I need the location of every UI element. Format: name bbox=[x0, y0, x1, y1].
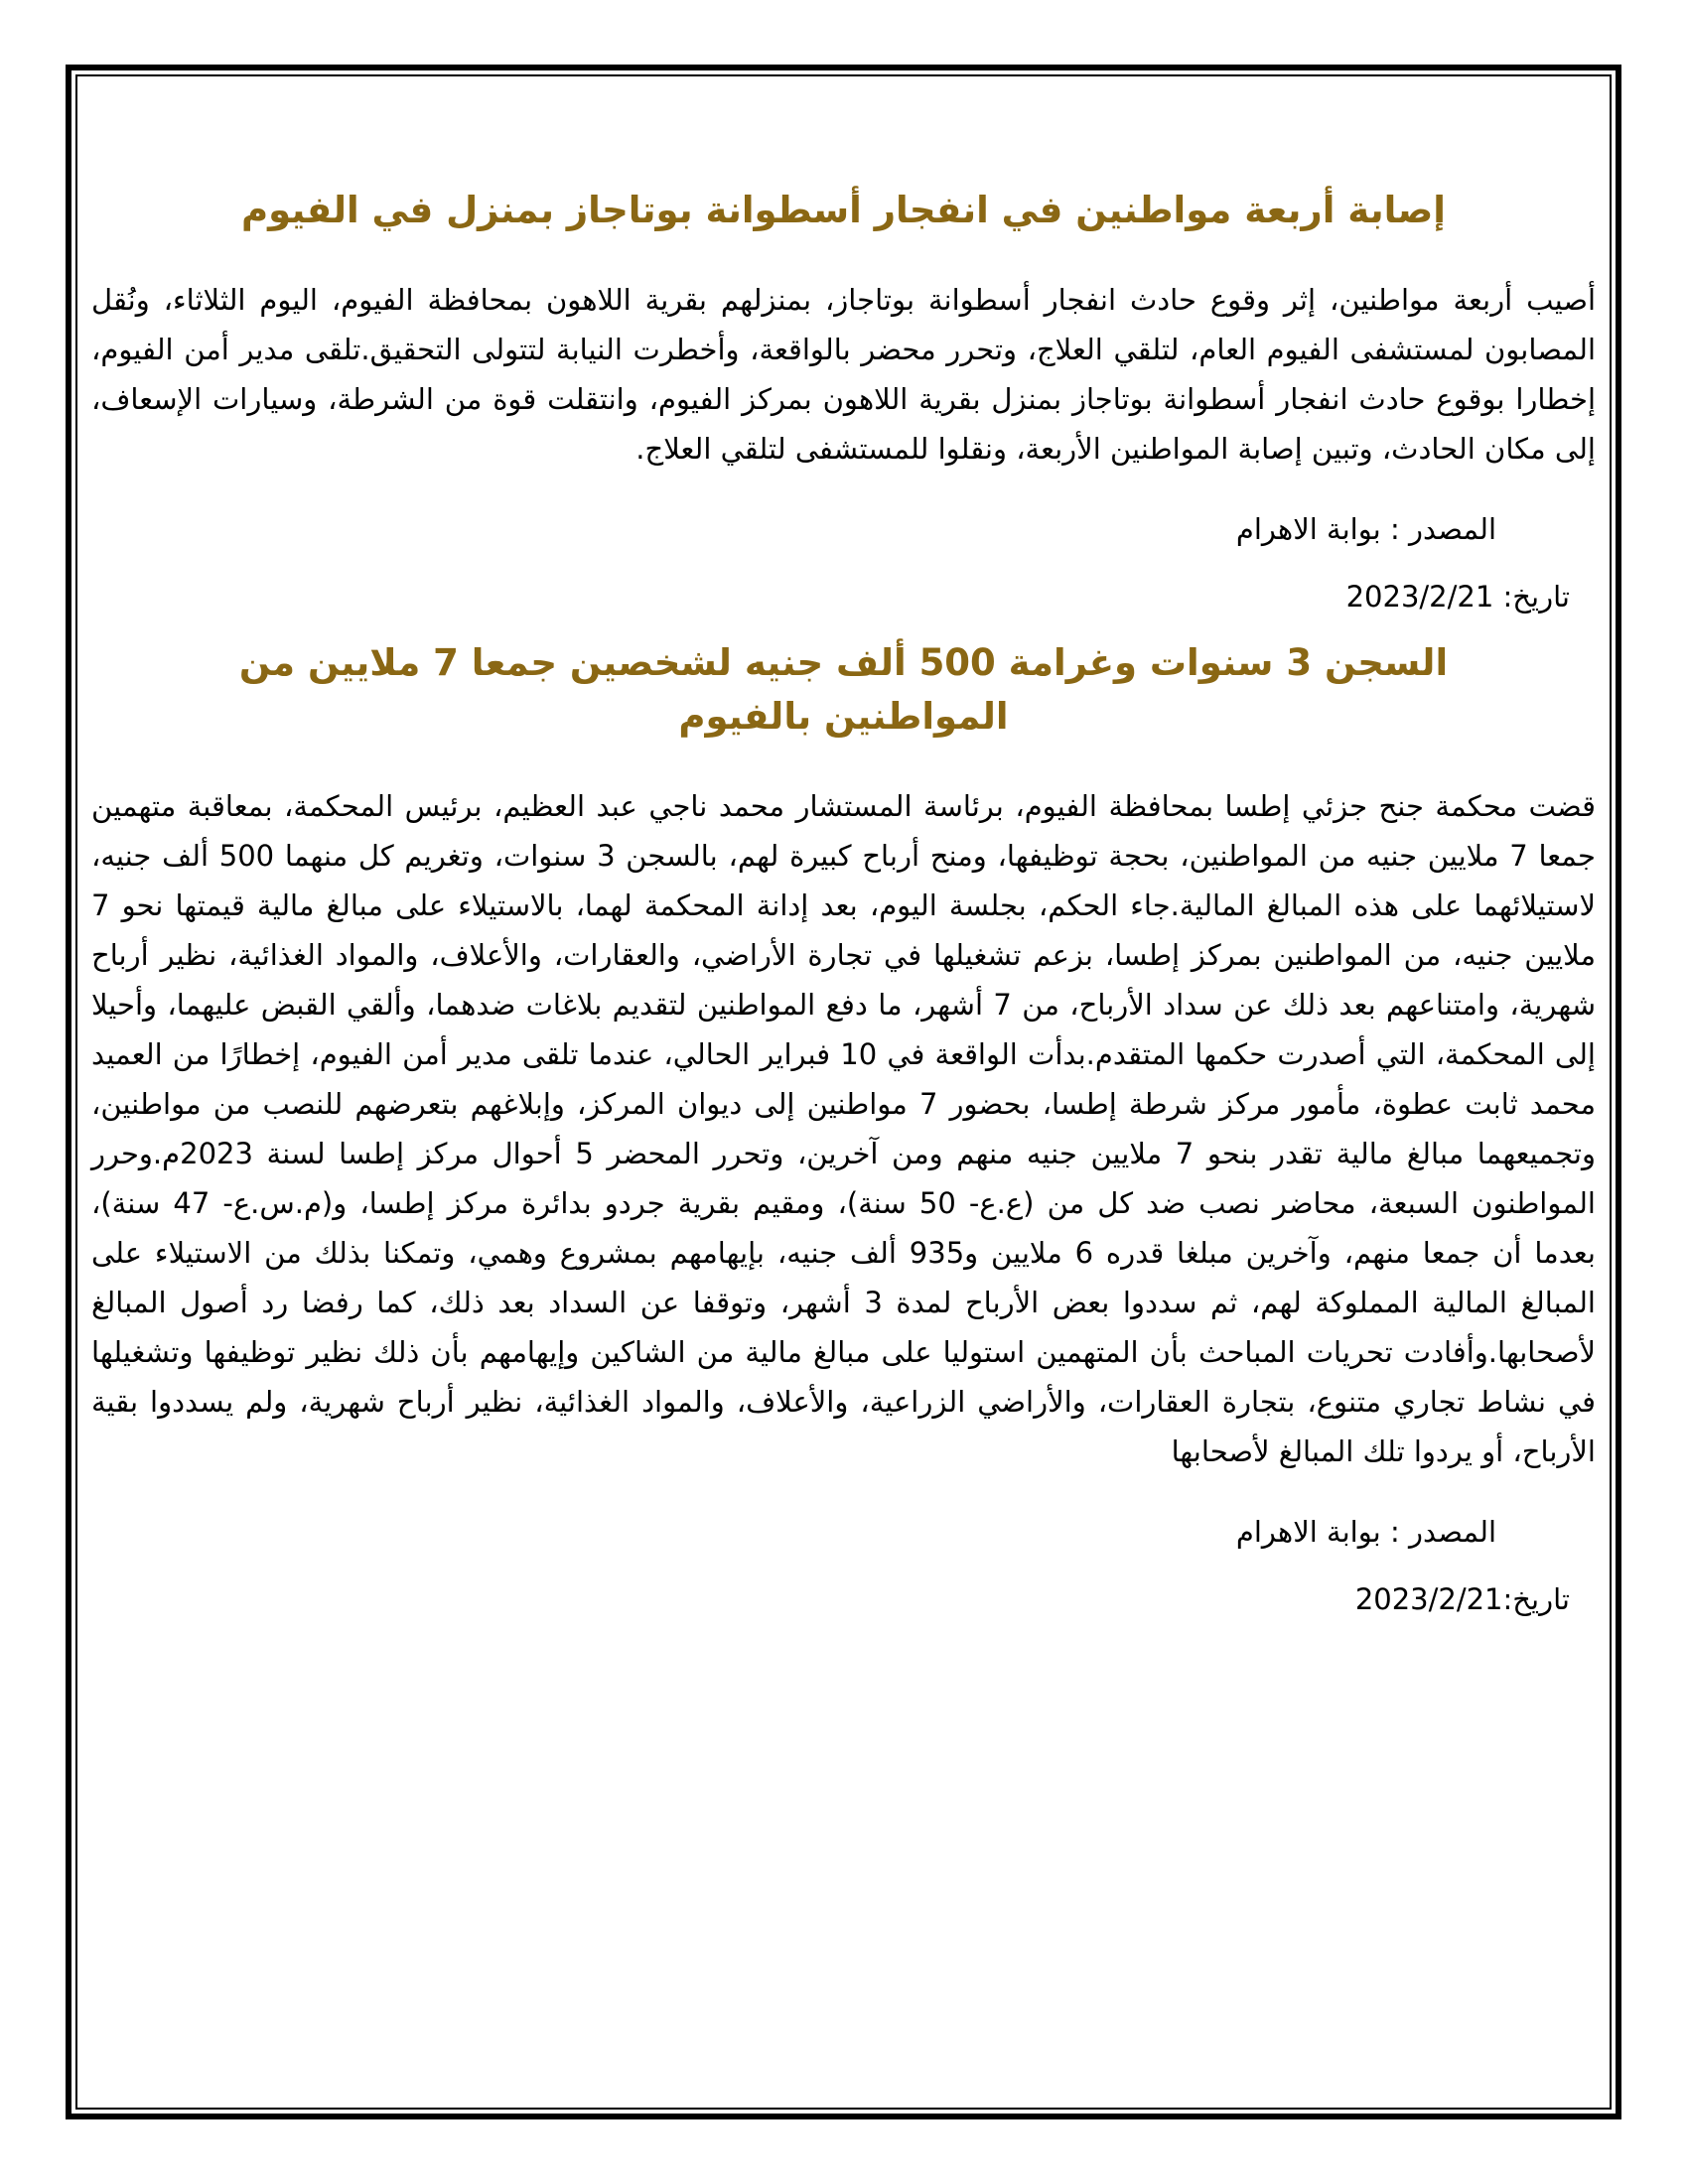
article-2-body: قضت محكمة جنح جزئي إطسا بمحافظة الفيوم، برئاسة المستشار محمد ناجي عبد العظيم، برئيس المحكمة، بمعاقبة متهمين جمعا 7 ملايين جنيه من المواطنين، بحجة توظيفها، ومنح أرباح كبيرة لهم، بالسجن 3 سنوات، وتغريم كل منهما 500 ألف جنيه، لاستيلائهما على هذه المبالغ المالية.جاء الحكم، بجلسة اليوم، بعد إدانة المحكمة لهما، بالاستيلاء على مبالغ مالية قيمتها نحو 7 ملايين جنيه، من المواطنين بمركز إطسا، بزعم تشغيلها في تجارة الأراضي، والعقارات، والأعلاف، والمواد الغذائية، نظير أرباح شهرية، وامتناعهم بعد ذلك عن سداد الأرباح، من 7 أشهر، ما دفع المواطنين لتقديم بلاغات ضدهما، وألقي القبض عليهما، وأحيلا إلى المحكمة، التي أصدرت حكمها المتقدم.بدأت الواقعة في 10 فبراير الحالي، عندما تلقى مدير أمن الفيوم، إخطارًا من العميد محمد ثابت عطوة، مأمور مركز شرطة إطسا، بحضور 7 مواطنين إلى ديوان المركز، وإبلاغهم بتعرضهم للنصب من مواطنين، وتجميعهما مبالغ مالية تقدر بنحو 7 ملايين جنيه منهم ومن آخرين، وتحرر المحضر 5 أحوال مركز إطسا لسنة 2023م.وحرر المواطنون السبعة، محاضر نصب ضد كل من (ع.ع- 50 سنة)، ومقيم بقرية جردو بدائرة مركز إطسا، و(م.س.ع- 47 سنة)، بعدما أن جمعا منهم، وآخرين مبلغا قدره 6 ملايين و935 ألف جنيه، بإيهامهم بمشروع وهمي، وتمكنا بذلك من الاستيلاء على المبالغ المالية المملوكة لهم، ثم سددوا بعض الأرباح لمدة 3 أشهر، وتوقفا عن السداد بعد ذلك، كما رفضا رد أصول المبالغ لأصحابها.وأفادت تحريات المباحث بأن المتهمين استوليا على مبالغ مالية من الشاكين وإيهامهم بأن ذلك نظير توظيفها وتشغيلها في نشاط تجاري متنوع، بتجارة العقارات، والأراضي الزراعية، والأعلاف، والمواد الغذائية، نظير أرباح شهرية، ولم يسددوا بقية الأرباح، أو يردوا تلك المبالغ لأصحابها bbox=[91, 789, 1597, 1468]
article-1-date: تاريخ: 2023/2/21 bbox=[1345, 580, 1570, 614]
article-1-source: المصدر : بوابة الاهرام bbox=[1235, 512, 1496, 546]
page-border-inner-line bbox=[75, 74, 1612, 2110]
article-2-date: تاريخ:2023/2/21 bbox=[1354, 1582, 1570, 1616]
article-2-source: المصدر : بوابة الاهرام bbox=[1235, 1515, 1496, 1549]
article-gas-explosion bbox=[91, 184, 1596, 620]
article-1-body: أصيب أربعة مواطنين، إثر وقوع حادث انفجار أسطوانة بوتاجاز، بمنزلهم بقرية اللاهون بمحافظة الفيوم، اليوم الثلاثاء، ونُقل المصابون لمستشفى الفيوم العام، لتلقي العلاج، وتحرر محضر بالواقعة، وأخطرت النيابة لتتولى التحقيق.تلقى مدير أمن الفيوم، إخطارا بوقوع حادث انفجار أسطوانة بوتاجاز بمنزل بقرية اللاهون بمركز الفيوم، وانتقلت قوة من الشرطة، وسيارات الإسعاف، إلى مكان الحادث، وتبين إصابة المواطنين الأربعة، ونقلوا للمستشفى لتلقي العلاج. bbox=[91, 283, 1596, 466]
article-court-verdict bbox=[91, 636, 1596, 1623]
document-content bbox=[77, 76, 1610, 1623]
page-border bbox=[66, 65, 1621, 2119]
article-1-title: إصابة أربعة مواطنين في انفجار أسطوانة بوتاجاز بمنزل في الفيوم bbox=[241, 189, 1446, 231]
article-2-title: السجن 3 سنوات وغرامة 500 ألف جنيه لشخصين جمعا 7 ملايين من المواطنين بالفيوم bbox=[238, 641, 1449, 738]
